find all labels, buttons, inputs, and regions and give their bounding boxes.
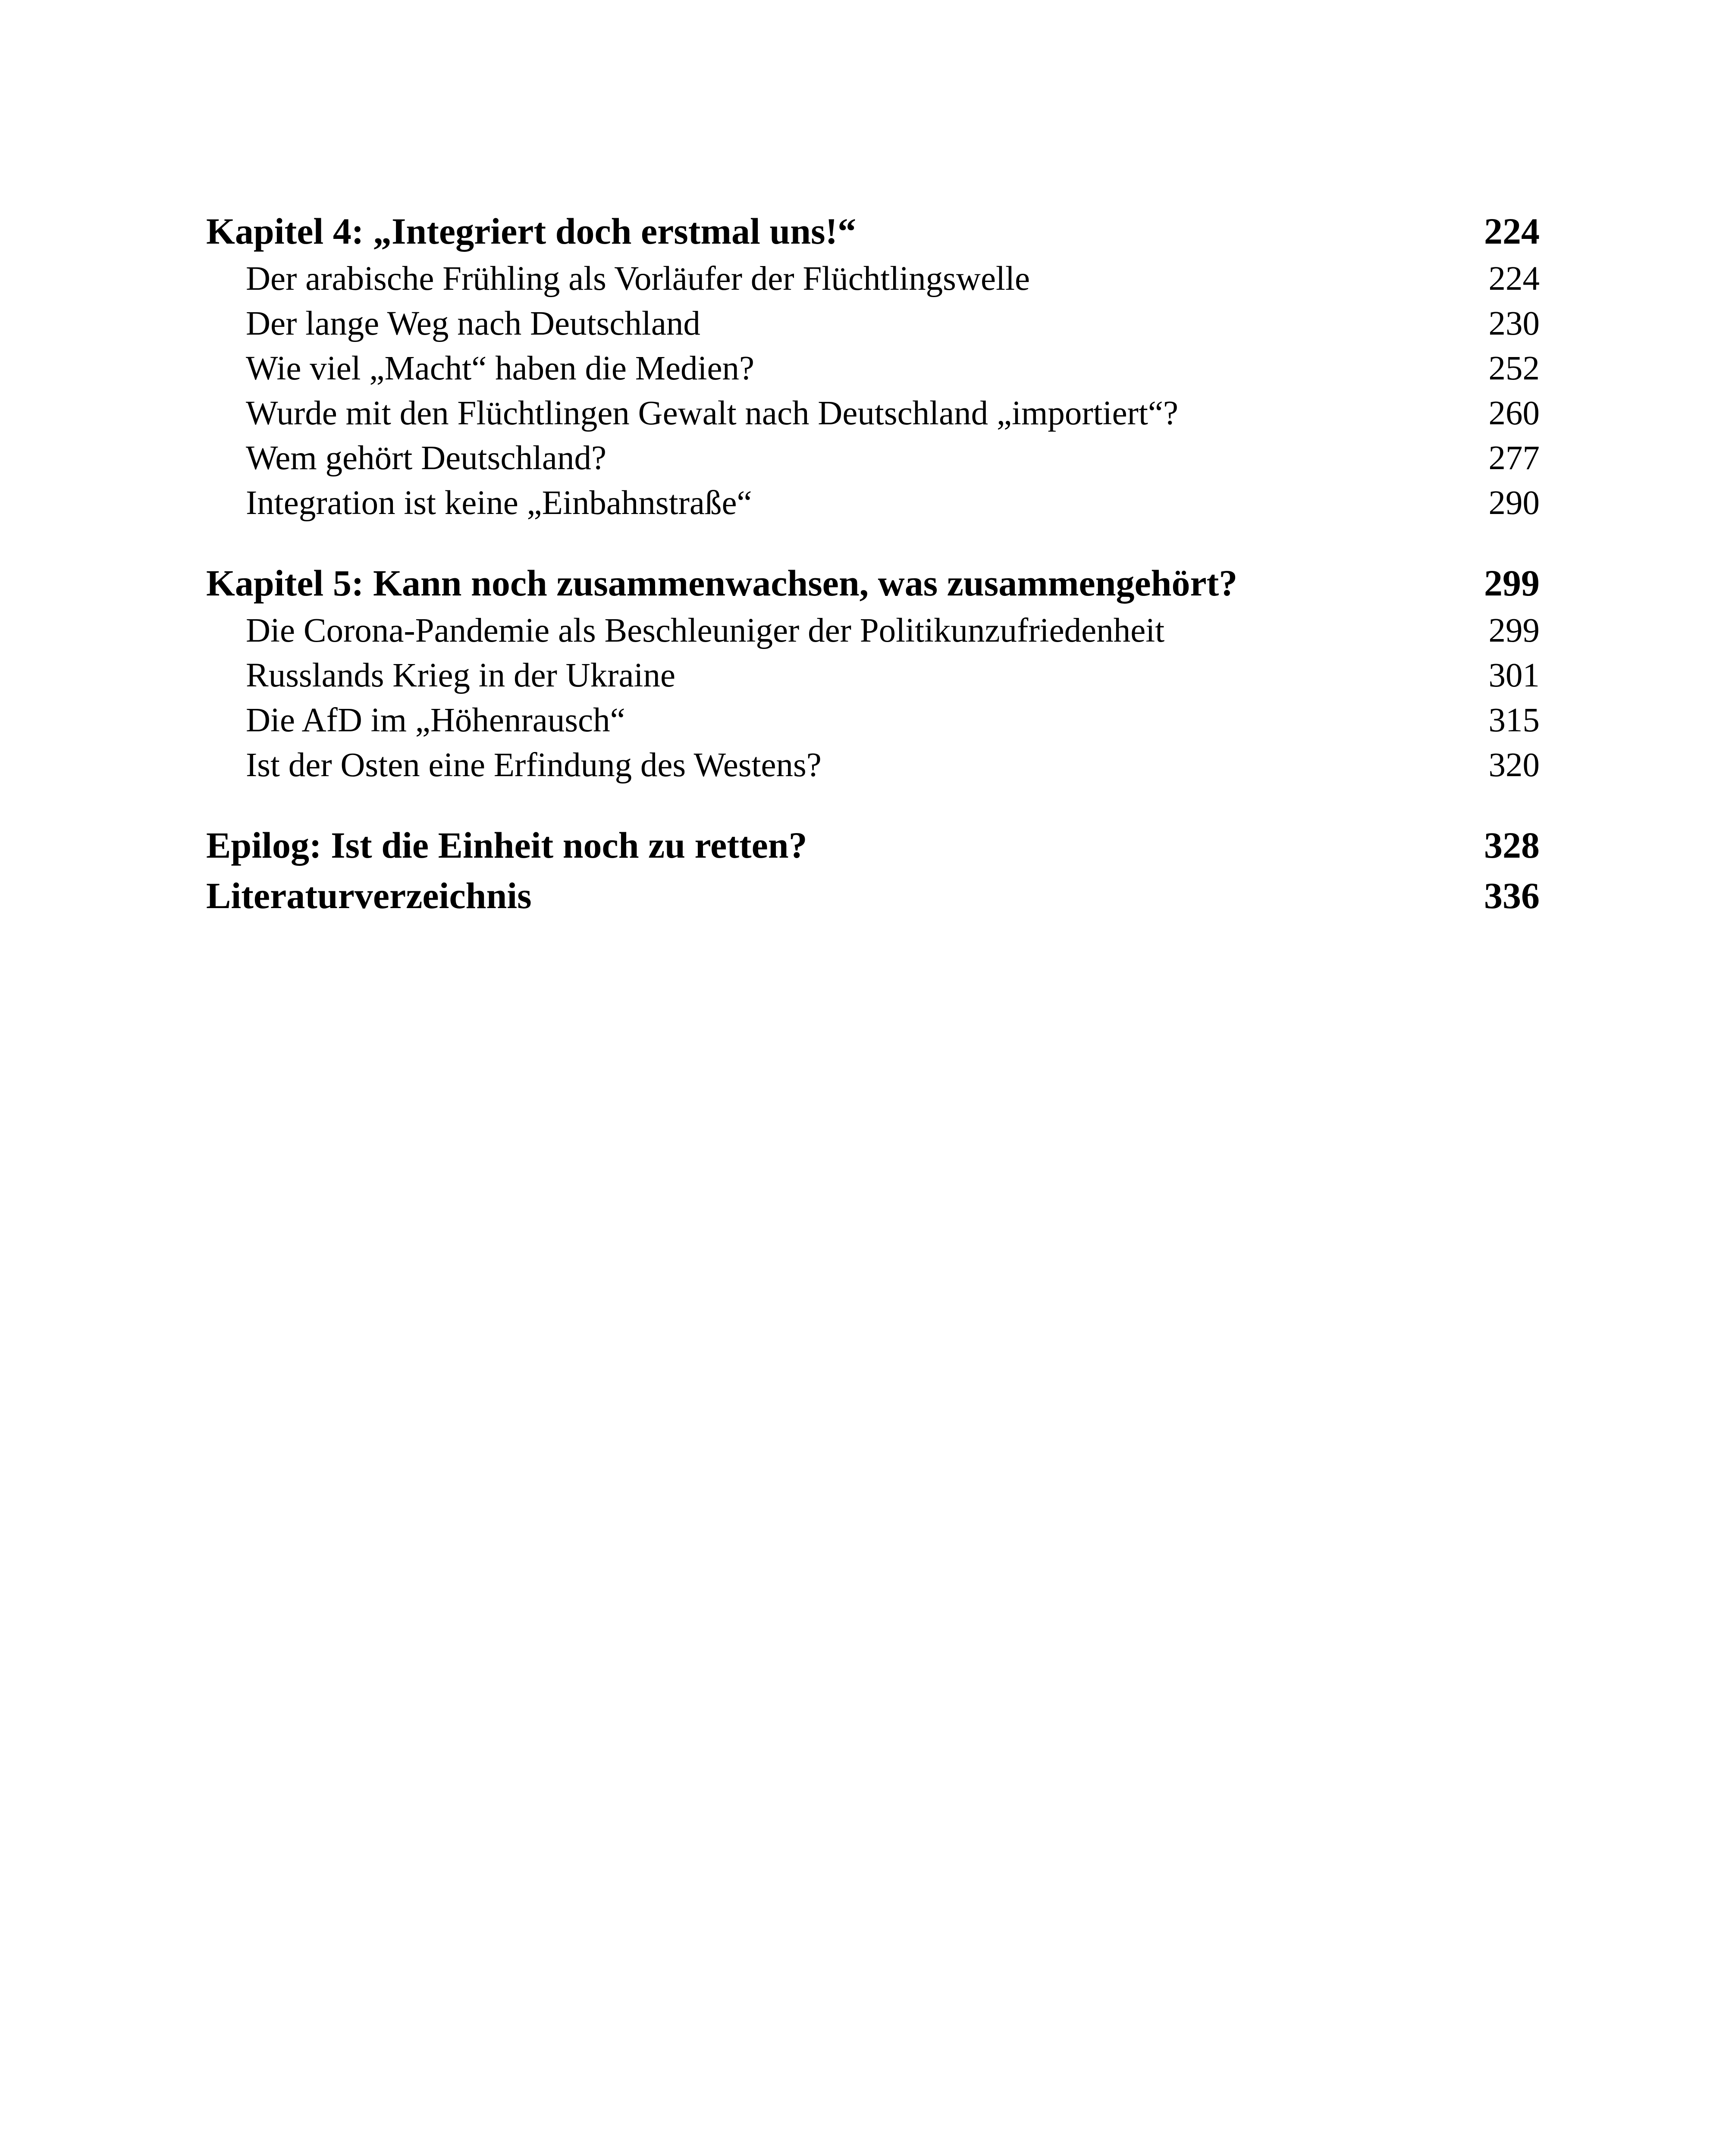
page-number: 301 [1488, 657, 1540, 694]
page-number: 277 [1488, 439, 1540, 477]
page-number: 320 [1488, 746, 1540, 784]
page-number: 328 [1484, 824, 1540, 866]
toc-entry [206, 436, 1540, 481]
toc-chapter-heading [206, 558, 1540, 608]
entry-title: Wurde mit den Flüchtlingen Gewalt nach Deutschland „importiert“? [246, 395, 1179, 432]
chapter-title: Kapitel 4: „Integriert doch erstmal uns!“ [206, 210, 857, 252]
table-of-contents [206, 206, 1540, 921]
toc-bibliography-heading [206, 871, 1540, 921]
page-number: 290 [1488, 484, 1540, 522]
toc-entry [206, 698, 1540, 743]
entry-title: Die Corona-Pandemie als Beschleuniger der Politikunzufriedenheit [246, 612, 1165, 649]
bibliography-title: Literaturverzeichnis [206, 875, 532, 916]
page-number: 224 [1488, 260, 1540, 298]
toc-entry [206, 743, 1540, 788]
page-number: 224 [1484, 210, 1540, 252]
page-number: 260 [1488, 395, 1540, 432]
toc-entry [206, 481, 1540, 526]
entry-title: Die AfD im „Höhenrausch“ [246, 702, 625, 739]
toc-epilog-heading [206, 820, 1540, 871]
toc-entry [206, 608, 1540, 653]
page-number: 336 [1484, 875, 1540, 916]
toc-entry [206, 346, 1540, 391]
chapter-4-section [206, 206, 1540, 526]
toc-entry [206, 391, 1540, 436]
toc-entry [206, 257, 1540, 301]
page-number: 315 [1488, 702, 1540, 739]
epilog-title: Epilog: Ist die Einheit noch zu retten? [206, 824, 807, 866]
page-number: 299 [1484, 562, 1540, 604]
entry-title: Wem gehört Deutschland? [246, 439, 607, 477]
page-number: 230 [1488, 305, 1540, 342]
chapter-title: Kapitel 5: Kann noch zusammenwachsen, was zusammengehört? [206, 562, 1238, 604]
entry-title: Russlands Krieg in der Ukraine [246, 657, 676, 694]
entry-title: Ist der Osten eine Erfindung des Westens? [246, 746, 822, 784]
chapter-5-section [206, 558, 1540, 788]
toc-entry [206, 653, 1540, 698]
page-number: 299 [1488, 612, 1540, 649]
entry-title: Integration ist keine „Einbahnstraße“ [246, 484, 752, 522]
entry-title: Wie viel „Macht“ haben die Medien? [246, 350, 755, 387]
back-matter-section [206, 820, 1540, 921]
entry-title: Der arabische Frühling als Vorläufer der Flüchtlingswelle [246, 260, 1030, 298]
toc-entry [206, 301, 1540, 346]
toc-chapter-heading [206, 206, 1540, 257]
entry-title: Der lange Weg nach Deutschland [246, 305, 700, 342]
page-number: 252 [1488, 350, 1540, 387]
